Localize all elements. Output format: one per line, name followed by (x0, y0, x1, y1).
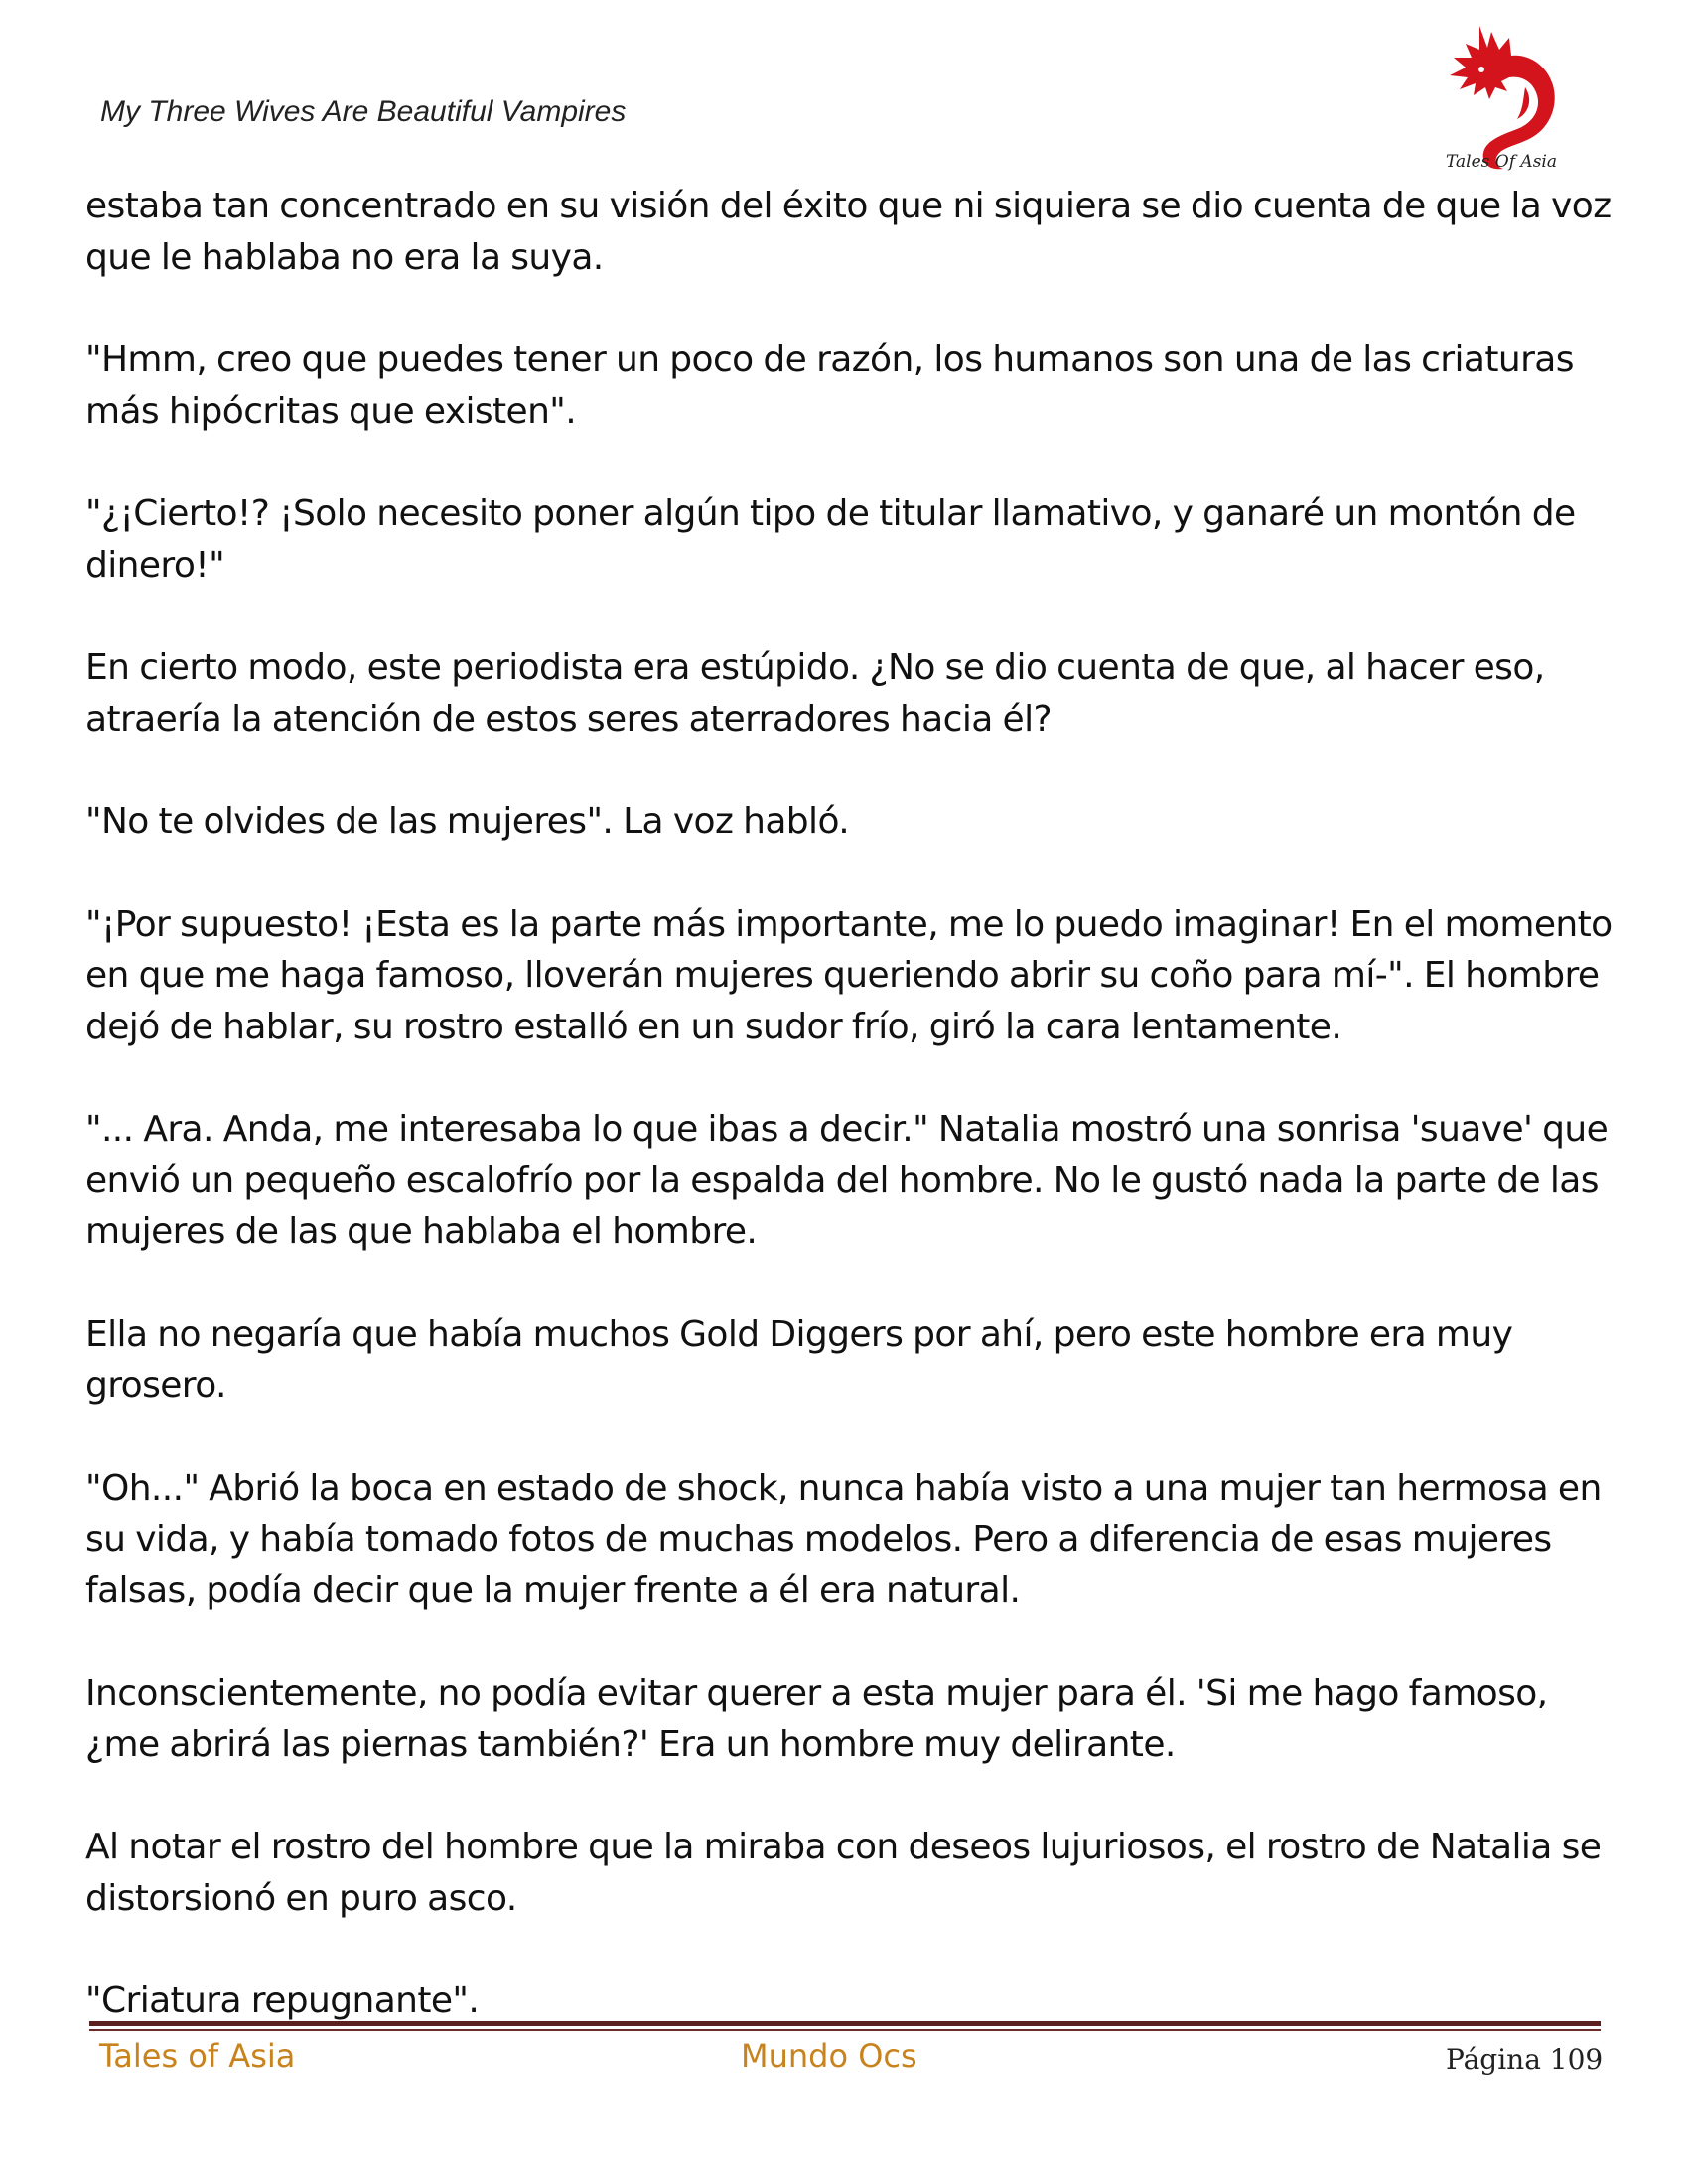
chapter-body (85, 181, 1615, 2079)
footer-divider (89, 2021, 1601, 2026)
footer-publisher: Tales of Asia (99, 2037, 296, 2075)
footer-divider-thin (89, 2029, 1601, 2031)
footer-site: Mundo Ocs (741, 2037, 917, 2075)
paragraph: "Oh..." Abrió la boca en estado de shock, nunca había visto a una mujer tan hermosa en su vida, y había tomado fotos de muchas modelos. Pero a diferencia de esas mujeres falsas, podía decir que la mujer frente a él era natural. (85, 1467, 1602, 1611)
paragraph: "Hmm, creo que puedes tener un poco de razón, los humanos son una de las criaturas más hipócritas que existen". (85, 340, 1574, 432)
paragraph: Al notar el rostro del hombre que la miraba con deseos lujuriosos, el rostro de Natalia se distorsionó en puro asco. (85, 1827, 1602, 1919)
red-dragon-logo-icon (1430, 18, 1569, 182)
paragraph: estaba tan concentrado en su visión del éxito que ni siquiera se dio cuenta de que la voz que le hablaba no era la suya. (85, 186, 1612, 278)
page-number: Página 109 (1446, 2043, 1604, 2076)
paragraph: "... Ara. Anda, me interesaba lo que ibas a decir." Natalia mostró una sonrisa 'suave' que envió un pequeño escalofrío por la espalda del hombre. No le gustó nada la parte de las mujeres de las que hablaba el hombre. (85, 1109, 1609, 1252)
paragraph: "¡Por supuesto! ¡Esta es la parte más importante, me lo puedo imaginar! En el momento en que me haga famoso, lloverán mujeres queriendo abrir su coño para mí-". El hombre dejó de hablar, su rostro estalló en un sudor frío, giró la cara lentamente. (85, 903, 1613, 1047)
book-title: My Three Wives Are Beautiful Vampires (100, 95, 627, 128)
paragraph: "No te olvides de las mujeres". La voz habló. (85, 801, 850, 842)
paragraph: "Criatura repugnante". (85, 1980, 480, 2021)
paragraph: "¿¡Cierto!? ¡Solo necesito poner algún tipo de titular llamativo, y ganaré un montón de dinero!" (85, 493, 1576, 586)
paragraph: Ella no negaría que había muchos Gold Diggers por ahí, pero este hombre era muy grosero. (85, 1313, 1513, 1406)
paragraph: Inconscientemente, no podía evitar querer a esta mujer para él. 'Si me hago famoso, ¿me abrirá las piernas también?' Era un hombre muy delirante. (85, 1673, 1548, 1765)
paragraph: En cierto modo, este periodista era estúpido. ¿No se dio cuenta de que, al hacer eso, atraería la atención de estos seres aterradores hacia él? (85, 647, 1545, 740)
logo-text: Tales Of Asia (1446, 152, 1557, 172)
